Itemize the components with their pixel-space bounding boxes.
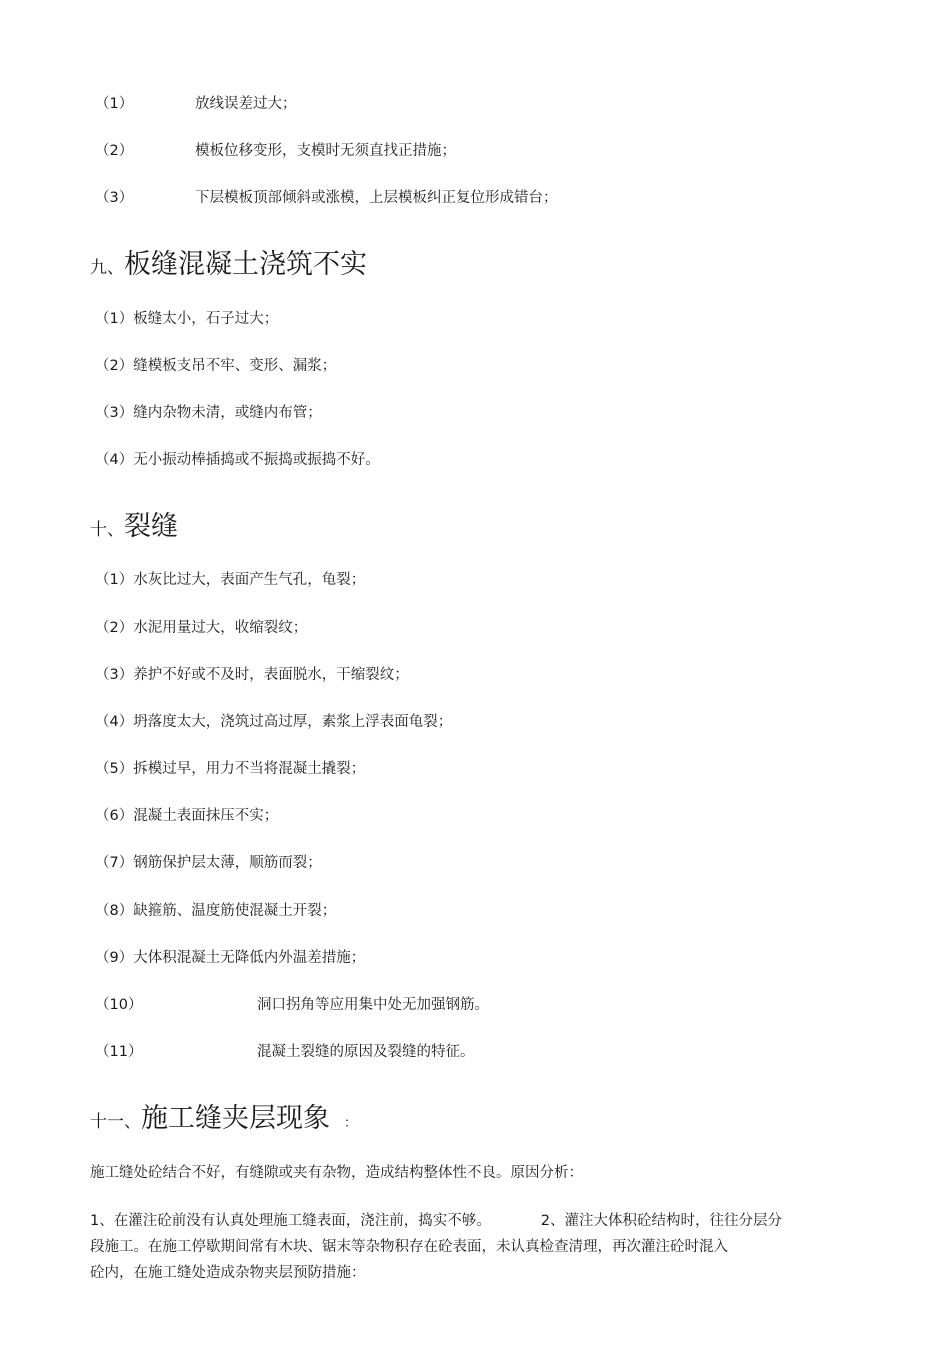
body-paragraph-line: [90, 1211, 782, 1231]
list-item: [95, 141, 456, 161]
list-item: [95, 995, 489, 1015]
list-item: （7）钢筋保护层太薄，顺筋而裂；: [95, 855, 322, 871]
list-text: 模板位移变形，支模时无须直找正措施；: [195, 143, 456, 159]
list-item: （2）水泥用量过大，收缩裂纹；: [95, 620, 308, 636]
heading-prefix: 十、: [90, 520, 124, 540]
list-item: （2）缝模板支吊不牢、变形、漏浆；: [95, 358, 337, 374]
list-item: [95, 94, 297, 114]
list-item: （4）坍落度太大，浇筑过高过厚，素浆上浮表面龟裂；: [95, 714, 453, 730]
heading-prefix: 九、: [90, 258, 124, 278]
paragraph-segment: 1、在灌注砼前没有认真处理施工缝表面，浇注前，捣实不够。: [90, 1213, 491, 1229]
list-number: （3）: [95, 190, 134, 206]
heading-title: 施工缝夹层现象: [141, 1103, 330, 1134]
list-item: （3）缝内杂物未清，或缝内布管；: [95, 405, 322, 421]
body-paragraph-line: 砼内，在施工缝处造成杂物夹层预防措施：: [90, 1265, 366, 1281]
heading-title: 板缝混凝土浇筑不实: [124, 249, 367, 280]
heading-prefix: 十一、: [90, 1112, 141, 1132]
list-text: 洞口拐角等应用集中处无加强钢筋。: [257, 997, 489, 1013]
list-number: （1）: [95, 96, 134, 112]
body-paragraph: 施工缝处砼结合不好，有缝隙或夹有杂物，造成结构整体性不良。原因分析：: [90, 1165, 583, 1181]
list-text: 下层模板顶部倾斜或涨模，上层模板纠正复位形成错台；: [195, 190, 558, 206]
list-item: [95, 188, 558, 208]
list-item: （9）大体积混凝土无降低内外温差措施；: [95, 950, 366, 966]
list-text: 混凝土裂缝的原因及裂缝的特征。: [257, 1044, 475, 1060]
list-item: （3）养护不好或不及时，表面脱水，干缩裂纹；: [95, 667, 409, 683]
list-item: [95, 1042, 475, 1062]
heading-suffix: ：: [344, 1116, 358, 1131]
paragraph-segment: 2、灌注大体积砼结构时，往往分层分: [540, 1213, 782, 1229]
list-item: （6）混凝土表面抹压不实；: [95, 808, 279, 824]
list-number: （2）: [95, 143, 134, 159]
section-heading-9: [90, 242, 367, 281]
list-item: （4）无小振动棒插捣或不振捣或振捣不好。: [95, 452, 380, 468]
list-text: 放线误差过大；: [195, 96, 297, 112]
list-number: （10）: [95, 997, 143, 1013]
body-paragraph-line: 段施工。在施工停歇期间常有木块、锯末等杂物积存在砼表面，未认真检查清理，再次灌注砼时混入: [90, 1239, 728, 1255]
list-item: （1）板缝太小，石子过大；: [95, 311, 279, 327]
section-heading-11: [90, 1096, 357, 1135]
list-item: （5）拆模过早，用力不当将混凝土撬裂；: [95, 761, 366, 777]
list-item: （8）缺箍筋、温度筋使混凝土开裂；: [95, 903, 337, 919]
list-number: （11）: [95, 1044, 143, 1060]
heading-title: 裂缝: [124, 511, 178, 542]
list-item: （1）水灰比过大，表面产生气孔，龟裂；: [95, 572, 366, 588]
section-heading-10: [90, 504, 178, 543]
